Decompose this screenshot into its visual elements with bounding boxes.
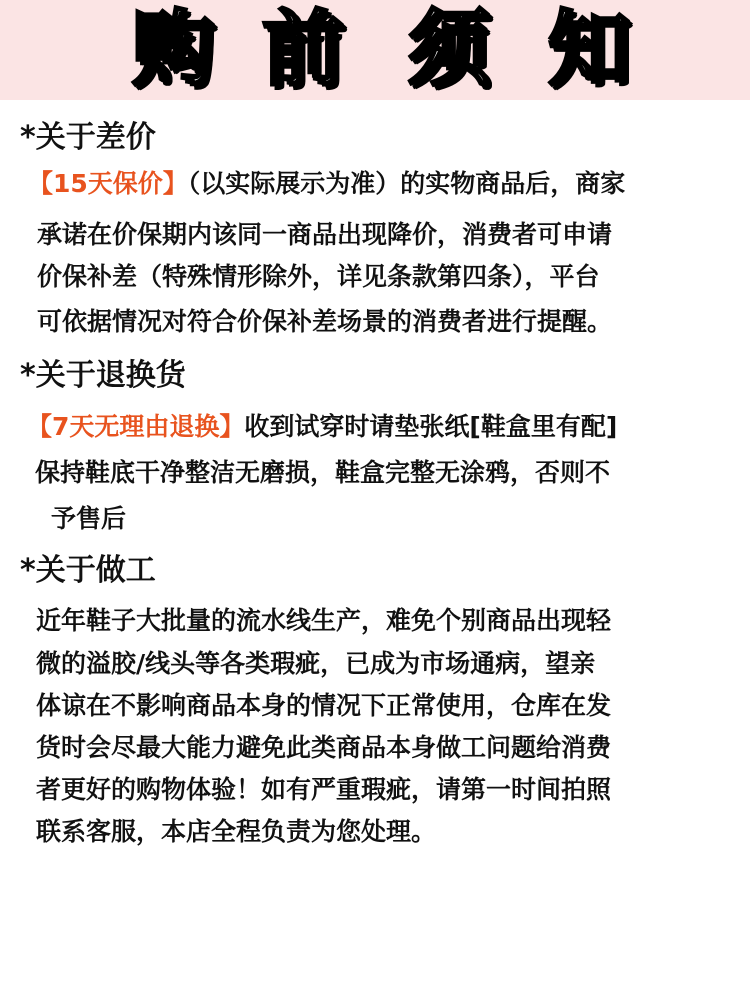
section-line: 者更好的购物体验！如有严重瑕疵，请第一时间拍照 (36, 775, 612, 804)
section-heading-price-difference: *关于差价 (20, 120, 156, 155)
section-line: 价保补差（特殊情形除外，详见条款第四条），平台 (37, 262, 600, 291)
section-line: 近年鞋子大批量的流水线生产，难免个别商品出现轻 (36, 606, 612, 635)
title-char: 购 (131, 2, 214, 97)
section-line: 可依据情况对符合价保补差场景的消费者进行提醒。 (37, 307, 613, 336)
section-line: 予售后 (51, 504, 127, 533)
section-line: 保持鞋底干净整洁无磨损，鞋盒完整无涂鸦，否则不 (35, 458, 611, 487)
no-reason-return-highlight: 【7天无理由退换】 (27, 412, 245, 441)
section-heading-workmanship: *关于做工 (20, 553, 156, 588)
section-line: 微的溢胶/线头等各类瑕疵，已成为市场通病，望亲 (36, 649, 596, 678)
section-line: 体谅在不影响商品本身的情况下正常使用，仓库在发 (36, 691, 612, 720)
line-text: 收到试穿时请垫张纸[鞋盒里有配] (244, 412, 618, 441)
section-line (27, 409, 617, 445)
section-line (28, 166, 625, 202)
price-protection-highlight: 【15天保价】 (28, 169, 188, 198)
section-line: 承诺在价保期内该同一商品出现降价，消费者可申请 (37, 220, 613, 249)
title-char: 知 (547, 2, 630, 97)
line-text: （以实际展示为准）的实物商品后，商家 (187, 169, 626, 198)
title-char: 须 (407, 2, 490, 97)
title-char: 前 (261, 2, 344, 97)
section-heading-returns: *关于退换货 (20, 358, 186, 393)
section-line: 联系客服，本店全程负责为您处理。 (36, 817, 437, 846)
section-line: 货时会尽最大能力避免此类商品本身做工问题给消费 (36, 733, 612, 762)
